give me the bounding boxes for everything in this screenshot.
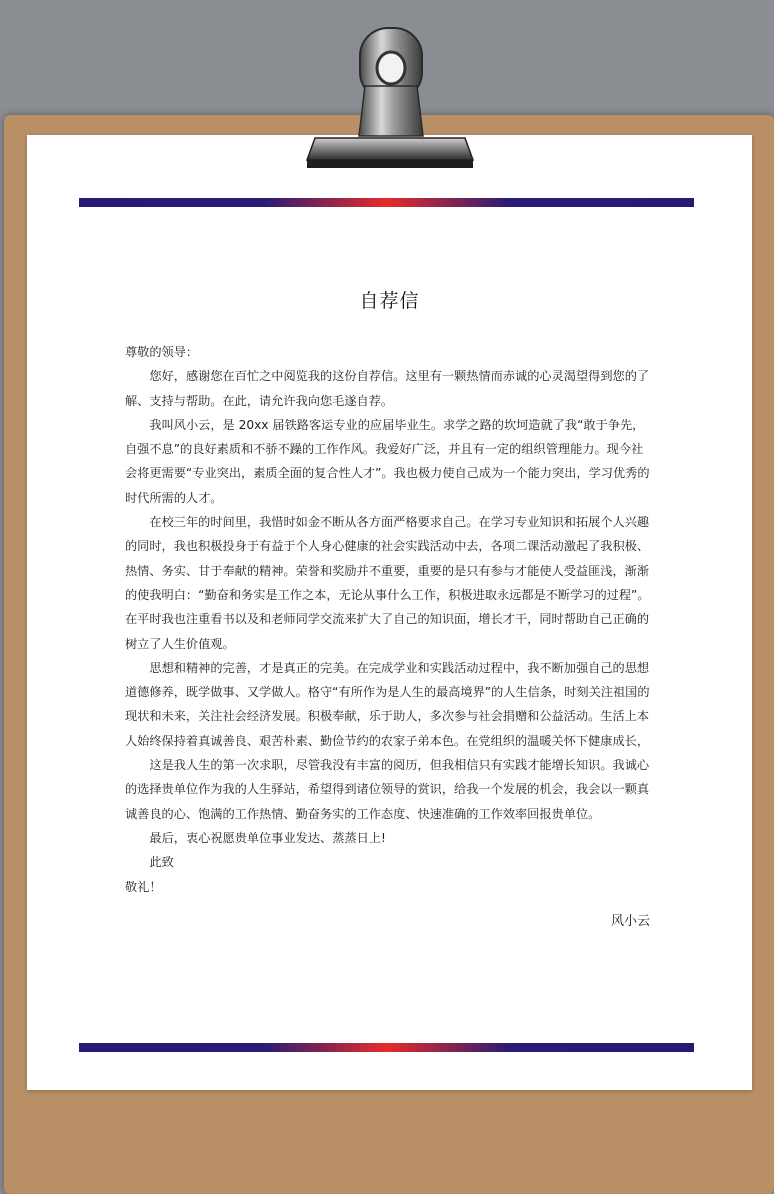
paragraph-school: 在校三年的时间里，我惜时如金不断从各方面严格要求自己。在学习专业知识和拓展个人兴趣的同时，我也积极投身于有益于个人身心健康的社会实践活动中去，各项二课活动激起了我积极、热情、务实、甘于奉献的精神。荣誉和奖励并不重要，重要的是只有参与才能使人受益匪浅，渐渐的使我明白：“勤奋和务实是工作之本，无论从事什么工作，积极进取永远都是不断学习的过程”。在平时我也注重看书以及和老师同学交流来扩大了自己的知识面，增长才干，同时帮助自己正确的树立了人生价值观。 (125, 515, 650, 651)
binder-clip-icon (305, 26, 475, 176)
letter-body (125, 340, 652, 899)
bottom-rule (79, 1043, 694, 1052)
paragraph-application: 这是我人生的第一次求职，尽管我没有丰富的阅历，但我相信只有实践才能增长知识。我诚心的选择贵单位作为我的人生驿站，希望得到诸位领导的赏识，给我一个发展的机会，我会以一颗真诚善良的心、饱满的工作热情、勤奋务实的工作态度、快速准确的工作效率回报贵单位。 (125, 758, 650, 821)
closing-jingli: 敬礼！ (125, 879, 162, 894)
paragraph-wishes: 最后，衷心祝愿贵单位事业发达、蒸蒸日上! (149, 830, 386, 845)
salutation: 尊敬的领导： (125, 345, 199, 359)
paragraph-introduction: 我叫风小云，是 20xx 届铁路客运专业的应届毕业生。求学之路的坎坷造就了我“敢于争先，自强不息”的良好素质和不骄不躁的工作作风。我爱好广泛，并且有一定的组织管理能力。现今社会将更需要“专业突出，素质全面的复合性人才”。我也极力使自己成为一个能力突出，学习优秀的时代所需的人才。 (125, 417, 650, 505)
letter-title: 自荐信 (359, 290, 420, 312)
paragraph-greeting: 您好，感谢您在百忙之中阅览我的这份自荐信。这里有一颗热情而赤诚的心灵渴望得到您的了解、支持与帮助。在此，请允许我向您毛遂自荐。 (125, 369, 650, 408)
paragraph-character: 思想和精神的完善，才是真正的完美。在完成学业和实践活动过程中，我不断加强自己的思想道德修养，既学做事、又学做人。格守“有所作为是人生的最高境界”的人生信条，时刻关注祖国的现状和未来，关注社会经济发展。积极奉献，乐于助人，多次参与社会捐赠和公益活动。生活上本人始终保持着真诚善良、艰苦朴素、勤俭节约的农家子弟本色。在党组织的温暖关怀下健康成长， (125, 660, 650, 748)
closing-cizhi: 此致 (149, 855, 174, 870)
top-rule (79, 198, 694, 207)
signature: 风小云 (610, 914, 650, 929)
